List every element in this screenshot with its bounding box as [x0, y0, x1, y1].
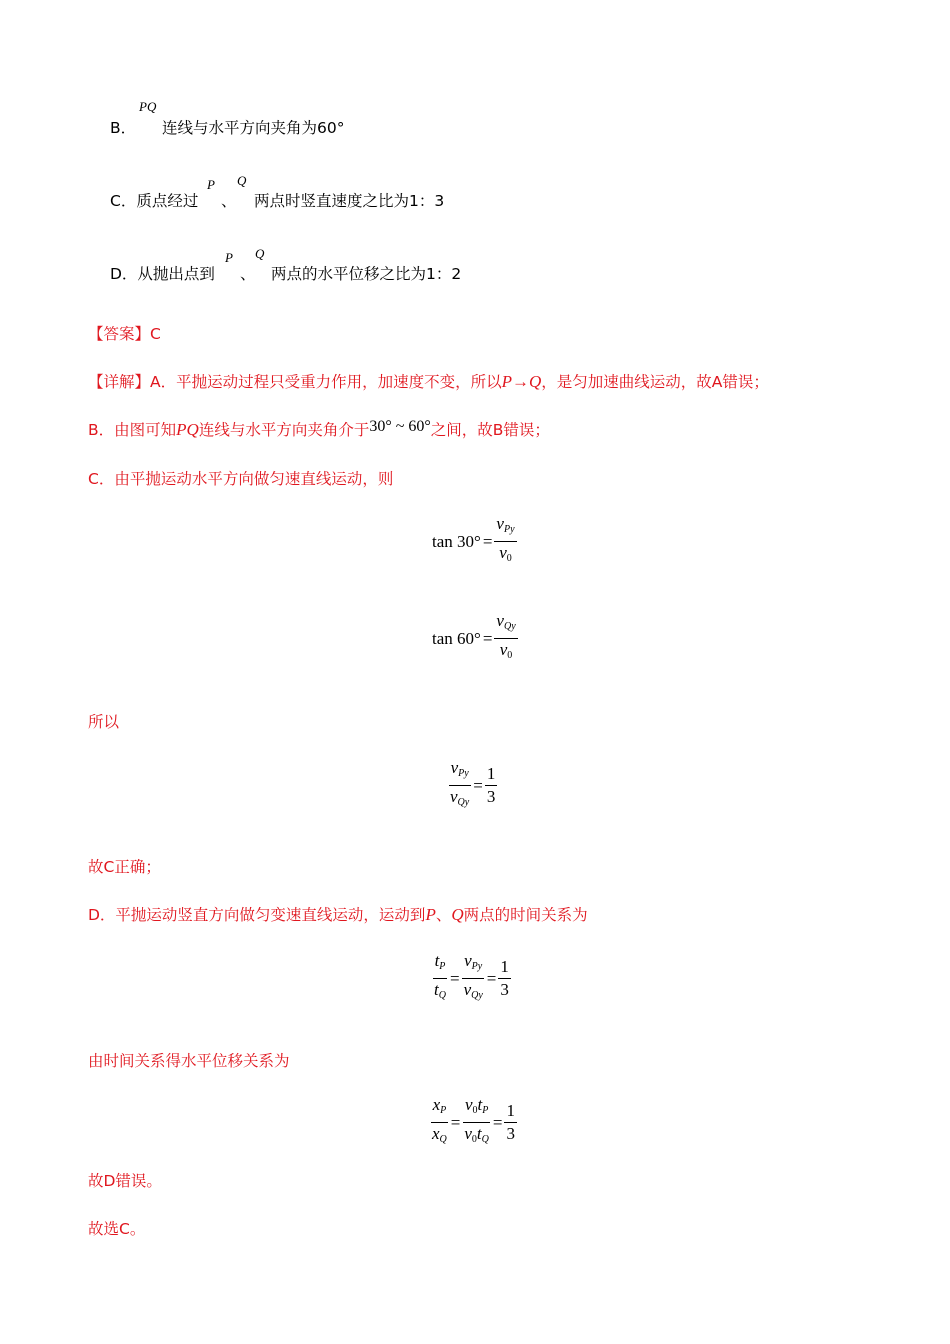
option-c-label: C．质点经过 [110, 192, 199, 210]
option-d-sep: 、 [240, 265, 256, 283]
equation-time-ratio: $\frac{t_P}{t_Q}$ = $\frac{v_{Py}}{v_{Qy}}$ = $\frac{1}{3}$ [434, 951, 509, 1001]
option-b-label: B． [110, 119, 137, 137]
detail-d-q: Q [451, 905, 464, 924]
detail-d-text2: 两点的时间关系为 [463, 906, 588, 924]
option-d-var1: P [225, 250, 233, 265]
option-c-var1: P [207, 177, 215, 192]
answer-value: C [150, 325, 161, 343]
eq1-left: tan 30° [432, 531, 481, 551]
option-c-var2: Q [237, 173, 247, 188]
answer-tag: 【答案】 [88, 325, 151, 343]
eq2-den: $v_0$ [499, 640, 513, 661]
option-d-var2: Q [255, 246, 265, 261]
eq2-num: $v_{Qy}$ [494, 611, 517, 639]
eq2-left: tan 60° [432, 628, 481, 648]
detail-d-conclusion: 故D错误。 [88, 1172, 162, 1190]
eq1-fraction [494, 514, 516, 569]
equation-ratio-v: $\frac{v_{Py}}{v_{Qy}}$ = $\frac{1}{3}$ [448, 758, 497, 813]
eq1-den: $v_0$ [499, 543, 512, 564]
option-b [110, 116, 136, 138]
option-b-text: 连线与水平方向夹角为60° [162, 119, 345, 137]
equation-tan30: tan 30° = $\frac{v_{Py}}{v_0}$ [432, 514, 517, 569]
option-c-text: 两点时竖直速度之比为1：3 [254, 192, 445, 210]
detail-a-line [88, 370, 769, 392]
equation-tan60: tan 60° = $\frac{v_{Qy}}{v_0}$ [432, 611, 518, 666]
equation-displacement-ratio: $\frac{x_P}{x_Q}$ = $\frac{v_0t_P}{v_0t_Q}$ = $\frac{1}{3}$ [432, 1095, 515, 1145]
eq2-fraction [494, 611, 517, 666]
detail-final: 故选C。 [88, 1220, 146, 1238]
detail-b-text2: 连线与水平方向夹角介于 [198, 421, 370, 439]
detail-tag: 【详解】 [88, 373, 151, 391]
detail-d-text1: D．平抛运动竖直方向做匀变速直线运动，运动到 [88, 906, 426, 924]
detail-so-text: 所以 [88, 713, 120, 731]
detail-b-text1: B．由图可知 [88, 421, 177, 439]
detail-a-math: P→Q [501, 372, 542, 391]
option-d-text: 两点的水平位移之比为1：2 [271, 265, 462, 283]
detail-d-p: P [425, 905, 436, 924]
eq3-fraction: $\frac{v_{Py}}{v_{Qy}}$ [450, 758, 470, 808]
detail-b-range: 30° ~ 60° [369, 418, 431, 435]
detail-d-line: D．平抛运动竖直方向做匀变速直线运动，运动到P、Q两点的时间关系为 [88, 905, 588, 924]
detail-a-text1: A．平抛运动过程只受重力作用，加速度不变，所以 [150, 373, 502, 391]
detail-b-text3: 之间，故B错误； [430, 421, 550, 439]
option-b-var: PQ [139, 99, 157, 114]
detail-c-text: C．由平抛运动水平方向做匀速直线运动，则 [88, 470, 394, 488]
option-d-label: D．从抛出点到 [110, 265, 215, 283]
eq1-num-sub: Py [503, 524, 515, 535]
option-c-sep: 、 [221, 192, 237, 210]
eq3-result: $\frac{1}{3}$ [486, 764, 496, 806]
eq1-num: $v_{Py}$ [494, 514, 516, 542]
detail-time-text: 由时间关系得水平位移关系为 [88, 1052, 290, 1070]
detail-c-conclusion: 故C正确； [88, 858, 161, 876]
detail-b-math: PQ [176, 420, 199, 439]
detail-b-line [88, 418, 550, 440]
detail-a-text2: ，是匀加速曲线运动，故A错误； [541, 373, 769, 391]
answer-line [88, 322, 161, 344]
